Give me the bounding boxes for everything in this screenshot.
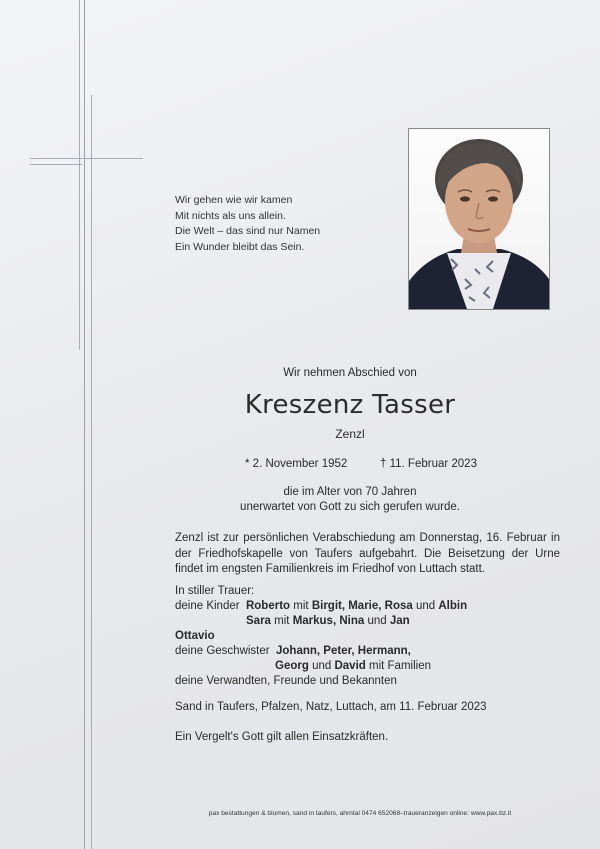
funeral-paragraph: Zenzl ist zur persönlichen Verabschiedung am Donnerstag, 16. Februar in der Friedhofskapelle von Taufers aufgebahrt. Die Beisetzung der Urne findet im engsten Familienkreis im Friedhof von Luttach statt. [175, 532, 560, 575]
connector-text: und [415, 600, 436, 612]
connector-text: und [312, 660, 332, 672]
child-name: Ottavio [175, 630, 215, 642]
connector-text: mit [274, 615, 290, 627]
partner-names: Birgit, Marie, Rosa [311, 600, 413, 612]
partner-name: Jan [389, 615, 410, 627]
cross-vertical-right [91, 95, 92, 849]
poem-line: Die Welt – das sind nur Namen [175, 225, 321, 238]
relatives-line: deine Verwandten, Freunde und Bekannten [175, 675, 397, 687]
connector-text: und [367, 615, 387, 627]
siblings-prefix: deine Geschwister [175, 645, 270, 657]
children-line-3 [175, 629, 555, 644]
place-date: Sand in Taufers, Pfalzen, Natz, Luttach, am 11. Februar 2023 [175, 701, 487, 713]
partner-name: Albin [438, 600, 468, 612]
children-line-1 [175, 599, 555, 614]
deceased-name: Kreszenz Tasser [244, 390, 456, 420]
sibling-name: David [334, 660, 366, 672]
connector-text: mit Familien [369, 660, 431, 672]
children-prefix: deine Kinder [175, 600, 240, 612]
cross-vertical-left [79, 0, 80, 350]
birth-date: * 2. November 1952 [245, 458, 348, 470]
portrait-image [409, 129, 549, 309]
sibling-names: Johann, Peter, Hermann, [276, 645, 411, 657]
thanks-text: Ein Vergelt's Gott gilt allen Einsatzkräften. [175, 731, 389, 743]
portrait-photo [408, 128, 550, 310]
child-name: Sara [246, 615, 271, 627]
mourners-heading: In stiller Trauer: [175, 585, 255, 597]
siblings-line-1 [175, 644, 555, 659]
deceased-nickname: Zenzl [335, 427, 365, 441]
connector-text: mit [293, 600, 309, 612]
siblings-line-2 [175, 659, 555, 674]
footer-credit: pax bestattungen & blumen, sand in taufers, ahrntal 0474 652068–traueranzeigen online: www.pax.bz.it [208, 810, 512, 817]
mourners-block [175, 584, 555, 689]
death-date: † 11. Februar 2023 [380, 458, 477, 470]
partner-names: Markus, Nina [292, 615, 365, 627]
cross-horizontal-top [30, 158, 143, 159]
sibling-name: Georg [275, 660, 309, 672]
poem [175, 193, 320, 255]
poem-line: Ein Wunder bleibt das Sein. [175, 240, 305, 253]
death-text-line: unerwartet von Gott zu sich gerufen wurde. [240, 501, 460, 513]
poem-line: Wir gehen wie wir kamen [175, 194, 293, 206]
children-line-2 [175, 614, 555, 629]
child-name: Roberto [245, 600, 291, 612]
death-text [160, 485, 540, 515]
poem-line: Mit nichts als uns allein. [175, 209, 286, 222]
cross-vertical-main [84, 0, 85, 849]
cross-horizontal-bottom [30, 164, 82, 165]
death-text-line: die im Alter von 70 Jahren [283, 486, 417, 498]
intro-text: Wir nehmen Abschied von [283, 367, 417, 379]
